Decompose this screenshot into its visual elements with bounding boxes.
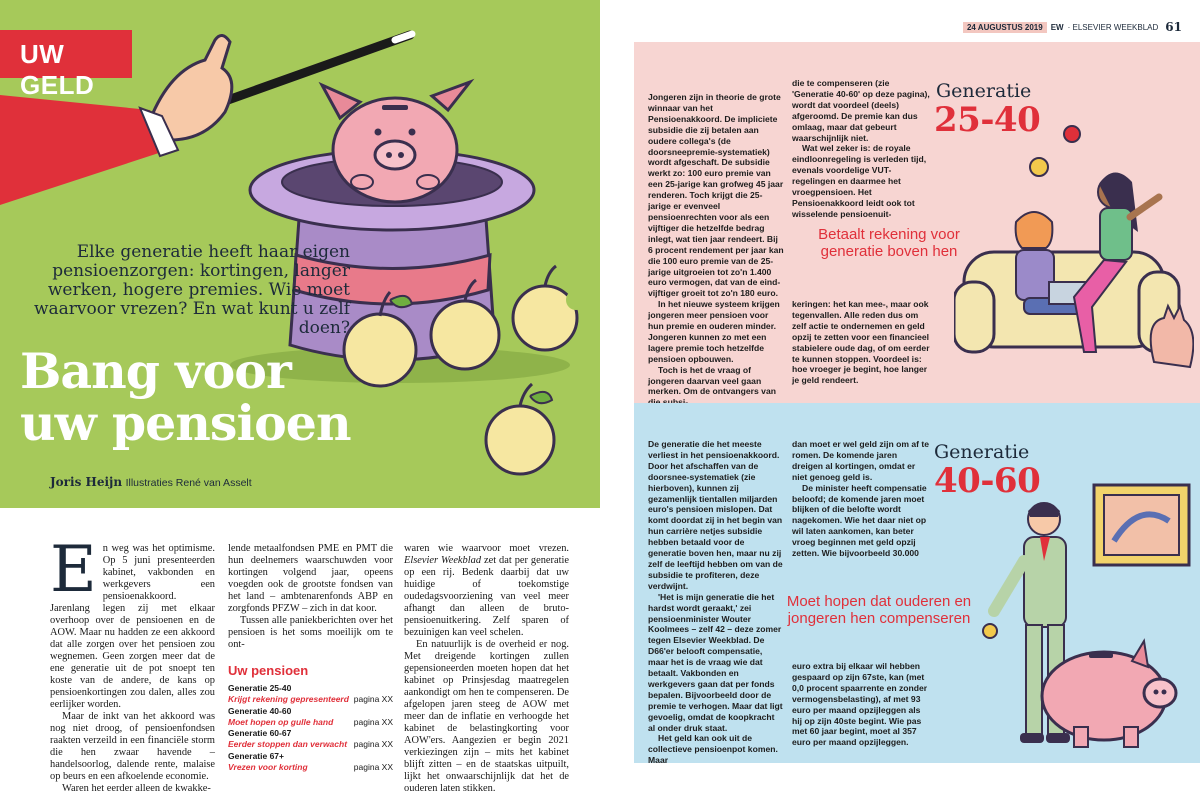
apple-4 <box>486 384 554 474</box>
pig-trotter-right <box>417 175 439 189</box>
intro-text: Elke generatie heeft haar eigen pensioenzorgen: kortingen, langer werken, hogere premies. Wie moet waarvoor vrezen? En wat kunt u zelf doen? <box>33 242 350 338</box>
paragraph: lende metaalfondsen PME en PMT die hun deelnemers waarschuwden voor kortingen volgend jaar, opeens voegden ook de grootste fondsen van het land – ambtenarenfonds ABP en zorgfonds PFZW – zich in dat koor. <box>228 543 393 614</box>
article-column-2 <box>228 543 393 773</box>
pig-snout <box>375 141 415 169</box>
toc-row <box>228 739 393 750</box>
column-2 <box>792 439 930 559</box>
pig-coin-slot <box>382 105 408 110</box>
brand-logo: EW <box>1050 22 1064 32</box>
column-1 <box>648 439 784 766</box>
paragraph: Het geld kan ook uit de collectieve pensioenpot komen. Maar <box>648 733 778 766</box>
article-column-3 <box>404 543 569 793</box>
generation-range: 25-40 <box>934 100 1041 140</box>
toc-list <box>228 683 393 773</box>
paragraph: dan moet er wel geld zijn om af te romen. De komende jaren dreigen al kortingen, omdat er niet genoeg geld is. <box>792 439 930 482</box>
coin <box>983 624 997 638</box>
hero-illustration-area <box>0 0 600 508</box>
headline-line-2: uw pensioen <box>20 394 351 452</box>
byline <box>50 475 252 489</box>
toc-row <box>228 751 393 762</box>
toc-label: Generatie 40-60 <box>228 705 292 716</box>
toc-label: Eerder stoppen dan verwacht <box>228 739 348 750</box>
headline-line-1: Bang voor <box>20 342 291 400</box>
paragraph: Wat wel zeker is: de royale eindloonregeling is verleden tijd, evenals voordelige VUT-regelingen en daarmee het vroegpensioen. Het Pensioenakkoord leidt ook tot wisselende pensioenuit- <box>792 143 927 219</box>
running-head <box>963 20 1182 34</box>
juggling-apple <box>1030 158 1048 176</box>
toc-label: Generatie 60-67 <box>228 728 292 739</box>
generation-40-60-panel <box>634 403 1200 766</box>
toc-label: Moet hopen op gulle hand <box>228 716 334 727</box>
drop-cap: E <box>50 533 97 607</box>
right-page <box>600 0 1200 793</box>
generation-25-40-panel <box>634 42 1200 403</box>
toc-row <box>228 717 393 728</box>
column-1 <box>648 92 784 408</box>
paragraph: De minister heeft compensatie beloofd; de komende jaren moet blijken of die belofte wordt nagekomen. Wie het daar niet op wil laten aankomen, kan beter vroeg beginnen met geld opzij zetten. Wie bijvoorbeeld 30.000 <box>792 482 927 559</box>
generation-label: Generatie <box>934 441 1030 463</box>
author-name: Joris Heijn <box>50 475 123 489</box>
toc-row <box>228 728 393 739</box>
toc-label: Generatie 25-40 <box>228 683 292 693</box>
paragraph: die te compenseren (zie 'Generatie 40-60' op deze pagina), wordt dat voordeel (deels) afgeroomd. De premie kan dus omlaag, maar dat gebeurt waarschijnlijk niet. <box>792 78 930 143</box>
paragraph: De generatie die het meeste verliest in het pensioenakkoord. Door het afschaffen van de doorsnee-systematiek (zie hierboven), kunnen zij gezamenlijk tientallen miljarden euro's pensioen mislopen. Dat komt doordat zij in het begin van hun carrière netjes subsidie hebben betaald voor de generatie boven hen, maar nu zij zelf de leeftijd hebben om van de subsidie te profiteren, deze verdwijnt. <box>648 439 783 591</box>
apple-3 <box>513 266 586 350</box>
article-column-1 <box>50 533 215 793</box>
paragraph: keringen: het kan mee-, maar ook tegenvallen. Alle reden dus om zelf actie te ondernemen en geld opzij te zetten voor een financieel stabielere oude dag, of om eerder te kunnen stoppen. Voordeel is: hoe vroeger je begint, hoe langer je geld rendeert. <box>792 299 930 386</box>
paragraph: Toch is het de vraag of jongeren daarvan veel gaan merken. Om de ontvangers van <box>648 364 776 397</box>
toc-title: Uw pensioen <box>228 663 309 678</box>
paragraph: waren wie waarvoor moet vrezen. Elsevier Weekblad zet dat per generatie op een rij. Bedenk daarbij dat uw huidige of toekomstige oudedagsvoorziening van veel meer afhangt dan alleen de bruto-pensioenuitkering. Zelf sparen of bezuinigen kan veel schelen. <box>404 543 569 638</box>
toc-page: pagina XX <box>353 694 393 705</box>
toc-row <box>228 706 393 717</box>
column-3 <box>792 299 930 386</box>
paragraph: Jongeren zijn in theorie de grote winnaar van het Pensioenakkoord. De impliciete subsidie die zij betalen aan oudere collega's (de doorsneepremie-systematiek) wordt afgeschaft. De subsidie werkt zo: 100 euro premie van een 25-jarige kan grofweg 45 jaar renderen. Toch krijgt die 25-jarige er evenveel pensioenrechten voor als een vijftiger die hetzelfde bedrag inlegt, wat tien jaar rendeert. Bij 6 procent rendement per jaar kan die 100 euro premie van de 25-jarige uitgroeien tot zo'n 1.400 euro vermogen, dat van de eind-vijftiger groeit tot zo'n 180 euro. <box>648 92 784 299</box>
young-women-sofa-illustration <box>954 122 1194 392</box>
pig-trotter-left <box>351 175 373 189</box>
publication-name: Elsevier Weekblad <box>404 555 482 566</box>
generation-subtitle: Moet hopen dat ouderen en jongeren hen compenseren <box>786 593 972 627</box>
generation-subtitle: Betaalt rekening voor generatie boven hen <box>818 226 960 260</box>
toc-page: pagina XX <box>353 716 393 727</box>
pig-ear-right <box>432 82 470 110</box>
generation-label: Generatie <box>936 80 1032 102</box>
toc-page: pagina XX <box>353 739 393 750</box>
issue-date: 24 AUGUSTUS 2019 <box>963 22 1047 33</box>
paragraph: En natuurlijk is de overheid er nog. Met dreigende kortingen zullen gepensioneerden moeten hopen dat het kabinet op Prinsjesdag maatregelen aankondigt om hen te compenseren. De afgelopen jaren steeg de AOW met meer dan de inflatie en verhoogde het kabinet de belastingkorting voor AOW'ers. Aangezien er begin 2021 verkiezingen zijn – mits het kabinet blijft zitten – en de staatskas uitpuilt, lijkt het onwaarschijnlijk dat het de ouderen laten stikken. <box>404 639 569 793</box>
illustration-credit: Illustraties René van Asselt <box>125 477 252 489</box>
paragraph: Waren het eerder alleen de kwakke- <box>62 783 211 793</box>
paragraph: euro extra bij elkaar wil hebben gespaard op zijn 67ste, kan (met 0,0 procent spaarrente en zonder vermogensbelasting), af met 93 euro per maand opzijleggen als hij op zijn 40ste begint. Wie pas met 60 jaar begint, moet al 357 euro per maand opzijleggen. <box>792 661 928 748</box>
page-number: 61 <box>1165 20 1182 34</box>
toc-row <box>228 683 393 694</box>
generation-range: 40-60 <box>934 461 1041 501</box>
toc-row <box>228 762 393 773</box>
section-tag <box>0 30 132 100</box>
toc-page: pagina XX <box>353 762 393 773</box>
paragraph: Tussen alle paniekberichten over het pensioen is het soms moeilijk om te ont- <box>228 615 393 650</box>
headline <box>20 342 440 452</box>
paragraph: Maar de inkt van het akkoord was nog niet droog, of pensioenfondsen raakten verzeild in een financiële storm die hen zwaar havende – handelsoorlog, dalende rente, malaise op beurs en een afkoelende economie. <box>50 711 215 782</box>
juggling-apple <box>1064 126 1080 142</box>
paragraph: n weg was het optimisme. Op 5 juni presenteerden kabinet, vakbonden en werkgevers een pensioenakkoord. Jarenlang legen zij met elkaar overhoop over de pensioenen en de AOW. Maar nu hadden ze een akkoord dat alle zorgen over het pensioen zou wegnemen. Geen zorgen meer dat de ene generatie uit de pot snoept ten koste van de andere, de kans op pensioenkortingen zou dalen, alles zou eerlijker worden. <box>50 543 215 710</box>
section-tag-label: UW GELD <box>20 39 95 100</box>
toc-label: Krijgt rekening gepresenteerd <box>228 694 349 705</box>
toc-label: Vrezen voor korting <box>228 762 308 773</box>
column-2 <box>792 78 930 220</box>
paragraph: 'Het is mijn generatie die het hardst wordt geraakt,' zei pensioenminister Wouter Koolmees – zelf 42 – deze zomer tegen Elsevier Weekblad. De D66'er belooft compensatie, maar het is de vraag wie dat betaalt. Vakbonden en werkgevers gaan dat per fonds bepalen. Bijvoorbeeld door de premie te verhogen. Maar dat ligt gevoelig, omdat de koopkracht al onder druk staat. <box>648 591 783 733</box>
column-3 <box>792 661 930 748</box>
toc-row <box>228 694 393 705</box>
man-piggybank-illustration <box>964 481 1194 756</box>
publication-name: · ELSEVIER WEEKBLAD <box>1067 22 1159 32</box>
paragraph: In het nieuwe systeem krijgen jongeren meer pensioen voor hun premie en ouderen minder. Jongeren kunnen zo met een lagere premie toch hetzelfde pensioen opbouwen. <box>648 299 780 364</box>
toc-label: Generatie 67+ <box>228 750 284 761</box>
